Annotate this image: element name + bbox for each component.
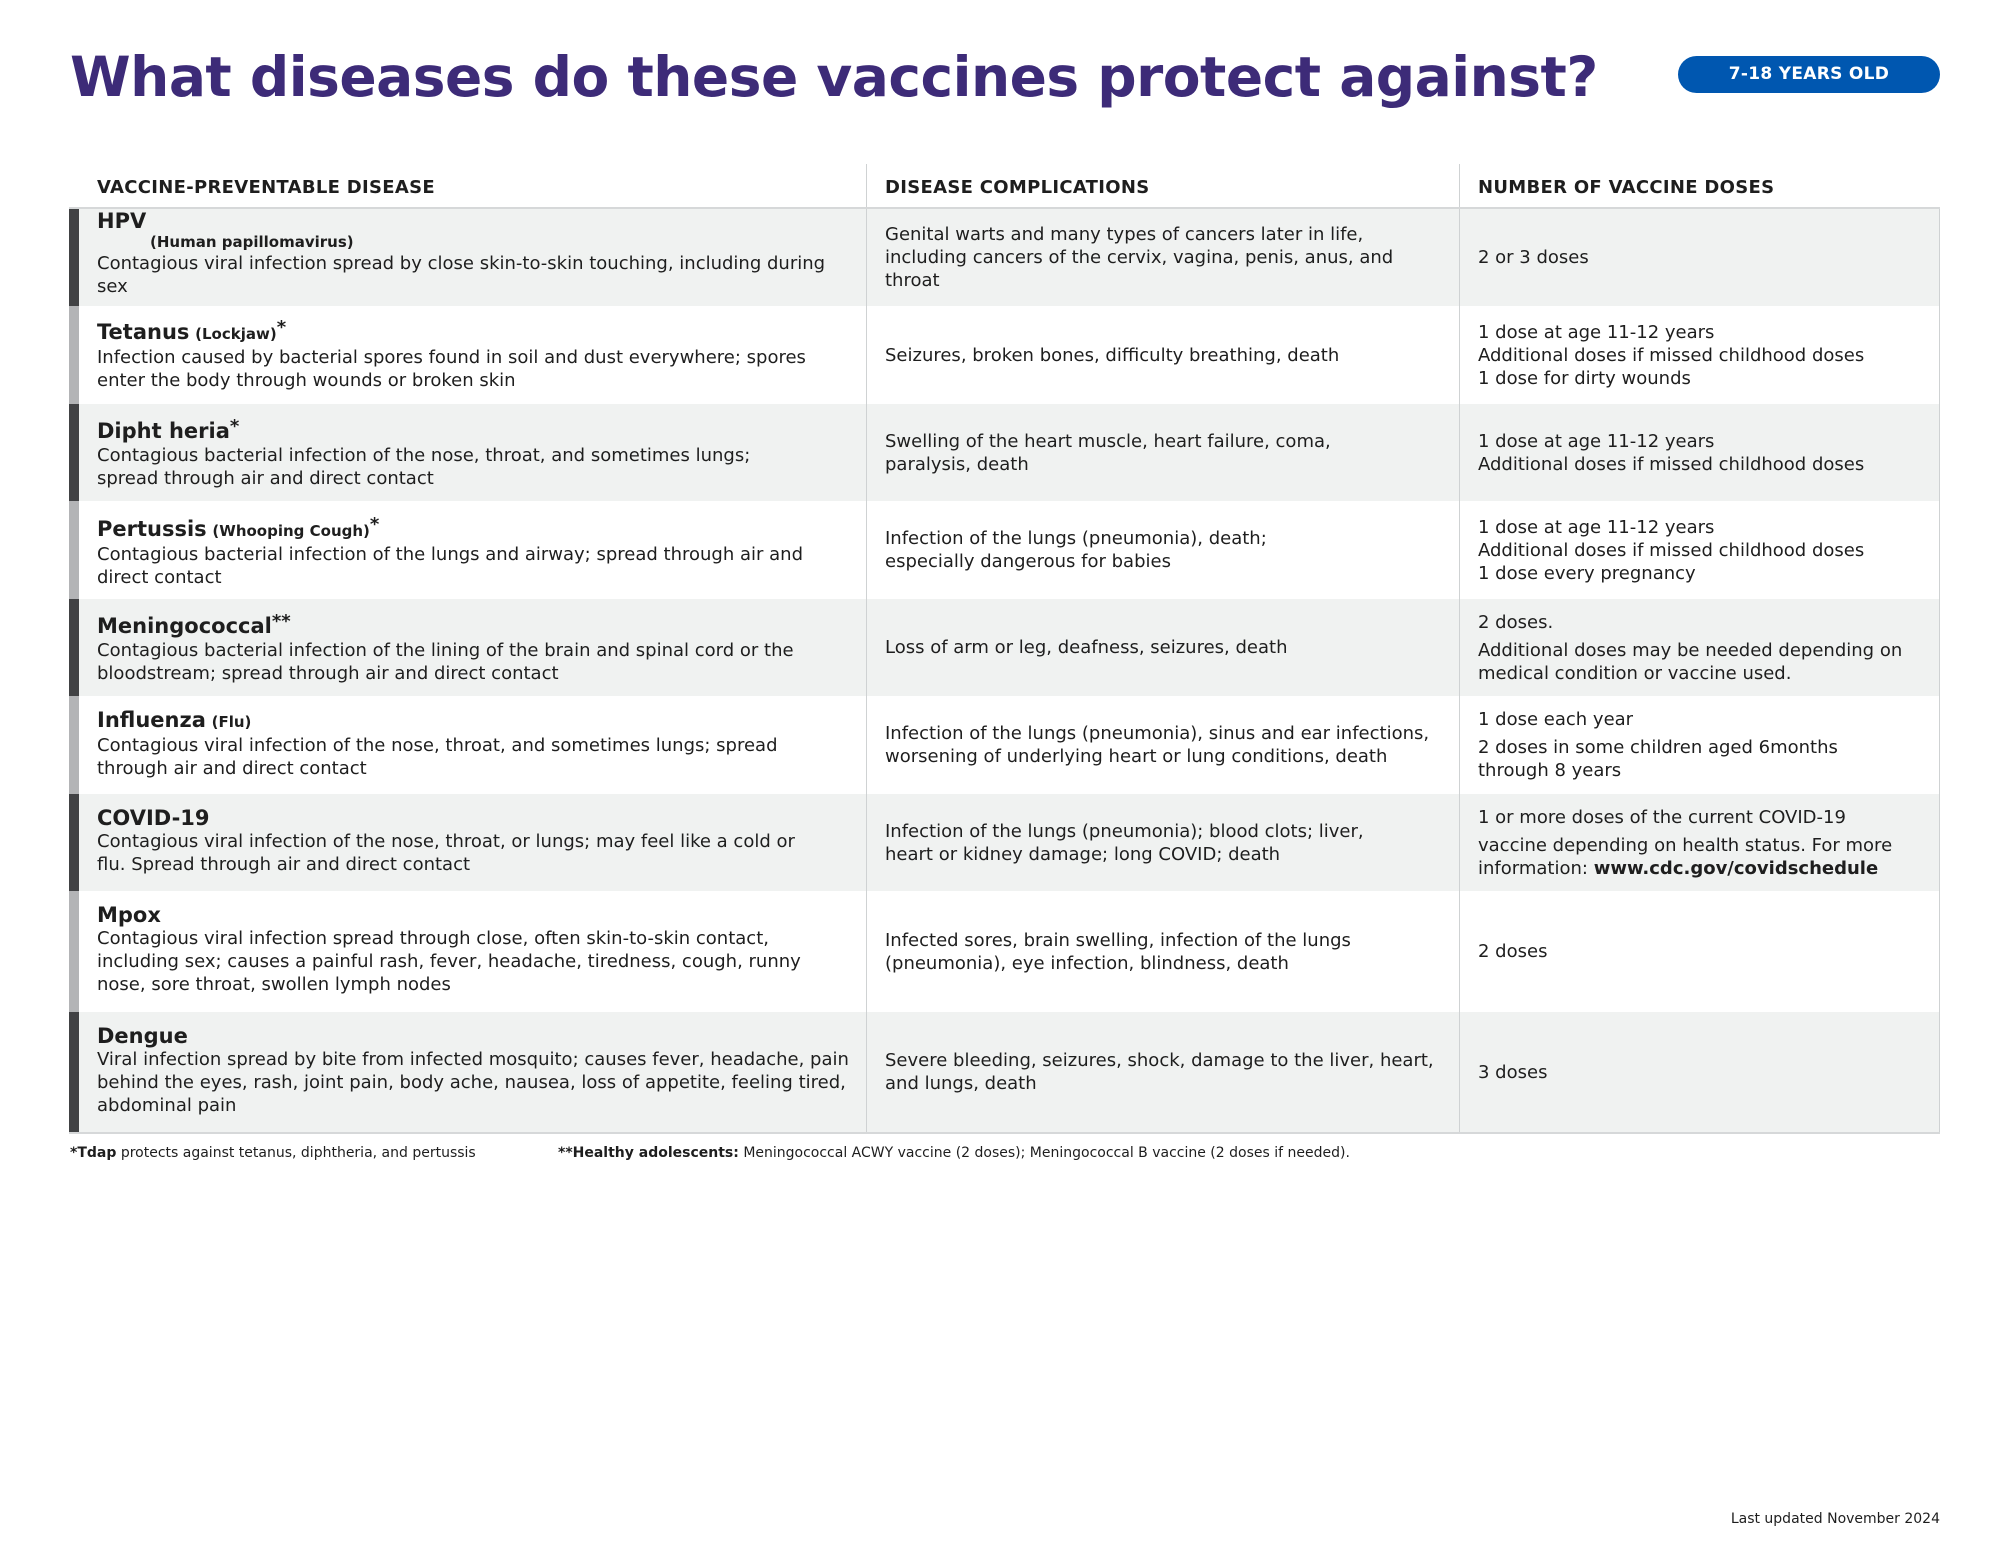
footnote-marker: **	[271, 611, 291, 632]
row-marker	[69, 209, 79, 306]
complications-text: Infection of the lungs (pneumonia), death; especially dangerous for babies	[885, 528, 1267, 572]
row-marker	[69, 501, 79, 599]
row-marker	[69, 891, 79, 1012]
disease-description: Contagious viral infection spread through close, often skin-to-skin contact, including sex; causes a painful rash, fever, headache, tiredness, cough, runny nose, sore throat, swollen lymph nodes	[97, 928, 801, 995]
dose-line: 2 doses	[1478, 941, 1548, 962]
disease-name: Tetanus	[97, 320, 190, 344]
column-header-disease: VACCINE-PREVENTABLE DISEASE	[97, 177, 435, 198]
complications-cell	[866, 891, 1459, 1012]
complications-cell	[866, 404, 1459, 501]
disease-cell	[97, 891, 857, 1012]
table-header	[69, 164, 1940, 209]
footnote-marker: *	[276, 317, 287, 338]
row-marker	[69, 1012, 79, 1132]
disease-name: Dipht heria	[97, 419, 230, 443]
table-row-mpox	[69, 891, 1940, 1012]
footnote-label: *Tdap	[70, 1145, 117, 1161]
dose-line	[1478, 834, 1938, 880]
doses-cell	[1459, 404, 1940, 501]
disease-description: Contagious viral infection of the nose, throat, and sometimes lungs; spread through air and direct contact	[97, 735, 778, 779]
disease-description: Contagious bacterial infection of the lining of the brain and spinal cord or the bloodstream; spread through air and direct contact	[97, 640, 794, 684]
disease-subname: (Lockjaw)	[195, 325, 277, 343]
footnote-marker: *	[229, 416, 240, 437]
footnote-label: **Healthy adolescents:	[558, 1145, 739, 1161]
complications-cell	[866, 696, 1459, 794]
dose-line: 1 or more doses of the current COVID-19	[1478, 806, 1846, 828]
disease-name: COVID-19	[97, 806, 210, 830]
row-marker	[69, 306, 79, 404]
table-bottom-rule	[69, 1132, 1940, 1134]
complications-text: Infected sores, brain swelling, infection of the lungs (pneumonia), eye infection, blindness, death	[885, 929, 1351, 974]
dose-line: Additional doses if missed childhood doses	[1478, 539, 1865, 561]
doses-cell	[1459, 599, 1940, 696]
complications-text: Swelling of the heart muscle, heart failure, coma, paralysis, death	[885, 430, 1331, 475]
disease-cell	[97, 306, 857, 404]
column-header-complications: DISEASE COMPLICATIONS	[866, 164, 1150, 207]
doses-cell	[1459, 696, 1940, 794]
covid-schedule-link[interactable]: www.cdc.gov/covidschedule	[1593, 857, 1879, 879]
complications-cell	[866, 501, 1459, 599]
dose-line: 1 dose every pregnancy	[1478, 562, 1696, 584]
row-marker	[69, 696, 79, 794]
disease-name: Influenza	[97, 708, 206, 732]
column-header-doses: NUMBER OF VACCINE DOSES	[1459, 164, 1774, 207]
row-marker	[69, 404, 79, 501]
disease-subname: (Flu)	[211, 713, 252, 731]
disease-description: Contagious viral infection of the nose, throat, or lungs; may feel like a cold or flu. Spread through air and direct contact	[97, 831, 795, 875]
complications-cell	[866, 794, 1459, 891]
dose-line: 3 doses	[1478, 1061, 1548, 1083]
disease-cell	[97, 1012, 857, 1132]
table-row-pertussis	[69, 501, 1940, 599]
footnote-tdap	[70, 1144, 476, 1162]
disease-subname: (Human papillomavirus)	[150, 233, 354, 251]
table-row-dengue	[69, 1012, 1940, 1132]
complications-text: Genital warts and many types of cancers later in life, including cancers of the cervix, vagina, penis, anus, and throat	[885, 224, 1394, 291]
doses-cell	[1459, 891, 1940, 1012]
doses-cell	[1459, 209, 1940, 306]
dose-line: Additional doses if missed childhood doses	[1478, 453, 1865, 475]
doses-cell	[1459, 1012, 1940, 1132]
dose-line: 1 dose at age 11-12 years	[1478, 516, 1715, 538]
disease-subname: (Whooping Cough)	[212, 522, 370, 540]
disease-description: Infection caused by bacterial spores found in soil and dust everywhere; spores enter the body through wounds or broken skin	[97, 347, 806, 391]
table-row-tetanus	[69, 306, 1940, 404]
complications-text: Loss of arm or leg, deafness, seizures, death	[885, 637, 1288, 658]
footnote-text: protects against tetanus, diphtheria, and pertussis	[120, 1145, 476, 1161]
row-marker	[69, 794, 79, 891]
table-row-hpv	[69, 209, 1940, 306]
footnotes	[70, 1144, 1350, 1162]
table-row-influenza	[69, 696, 1940, 794]
dose-line: 2 doses in some children aged 6months through 8 years	[1478, 737, 1838, 781]
dose-line: 1 dose at age 11-12 years	[1478, 321, 1715, 343]
doses-cell	[1459, 501, 1940, 599]
disease-name: Meningococcal	[97, 614, 272, 638]
dose-line: 1 dose at age 11-12 years	[1478, 430, 1715, 452]
disease-name: Pertussis	[97, 517, 207, 541]
dose-text: vaccine depending on health status. For more information:	[1478, 834, 1893, 879]
table-row-covid-19	[69, 794, 1940, 891]
dose-line: 1 dose each year	[1478, 709, 1634, 730]
complications-text: Infection of the lungs (pneumonia); blood clots; liver, heart or kidney damage; long COVID; death	[885, 820, 1364, 865]
page-title: What diseases do these vaccines protect against?	[70, 45, 1598, 109]
disease-description: Contagious bacterial infection of the nose, throat, and sometimes lungs; spread through air and direct contact	[97, 445, 751, 489]
age-group-badge: 7-18 YEARS OLD	[1678, 56, 1940, 93]
dose-line: 2 doses.	[1478, 611, 1554, 633]
dose-line: 2 or 3 doses	[1478, 247, 1589, 268]
complications-text: Seizures, broken bones, difficulty breathing, death	[885, 344, 1340, 366]
vaccine-table	[69, 164, 1940, 1134]
disease-description: Contagious bacterial infection of the lungs and airway; spread through air and direct contact	[97, 544, 803, 588]
disease-cell	[97, 696, 857, 794]
disease-name: Dengue	[97, 1024, 188, 1048]
disease-cell	[97, 599, 857, 696]
complications-cell	[866, 1012, 1459, 1132]
complications-text: Severe bleeding, seizures, shock, damage to the liver, heart, and lungs, death	[885, 1050, 1434, 1094]
footnote-marker: *	[369, 514, 380, 535]
dose-line: 1 dose for dirty wounds	[1478, 367, 1691, 389]
complications-text: Infection of the lungs (pneumonia), sinus and ear infections, worsening of underlying heart or lung conditions, death	[885, 723, 1430, 767]
footnote-healthy-adolescents	[558, 1144, 1350, 1162]
doses-cell	[1459, 306, 1940, 404]
disease-description: Viral infection spread by bite from infected mosquito; causes fever, headache, pain behind the eyes, rash, joint pain, body ache, nausea, loss of appetite, feeling tired, abdominal pain	[97, 1049, 849, 1116]
row-marker	[69, 599, 79, 696]
last-updated: Last updated November 2024	[1730, 1511, 1940, 1527]
complications-cell	[866, 306, 1459, 404]
doses-cell	[1459, 794, 1940, 891]
complications-cell	[866, 209, 1459, 306]
footnote-text: Meningococcal ACWY vaccine (2 doses); Meningococcal B vaccine (2 doses if needed).	[743, 1145, 1350, 1161]
complications-cell	[866, 599, 1459, 696]
disease-cell	[97, 501, 857, 599]
table-row-meningococcal	[69, 599, 1940, 696]
disease-name: Mpox	[97, 903, 161, 927]
dose-line: Additional doses may be needed depending on medical condition or vaccine used.	[1478, 639, 1903, 684]
dose-line: Additional doses if missed childhood doses	[1478, 344, 1865, 366]
table-row-diphtheria	[69, 404, 1940, 501]
disease-cell	[97, 209, 857, 306]
disease-name: HPV	[97, 209, 147, 233]
disease-cell	[97, 404, 857, 501]
disease-cell	[97, 794, 857, 891]
disease-description: Contagious viral infection spread by close skin-to-skin touching, including during sex	[97, 253, 826, 297]
